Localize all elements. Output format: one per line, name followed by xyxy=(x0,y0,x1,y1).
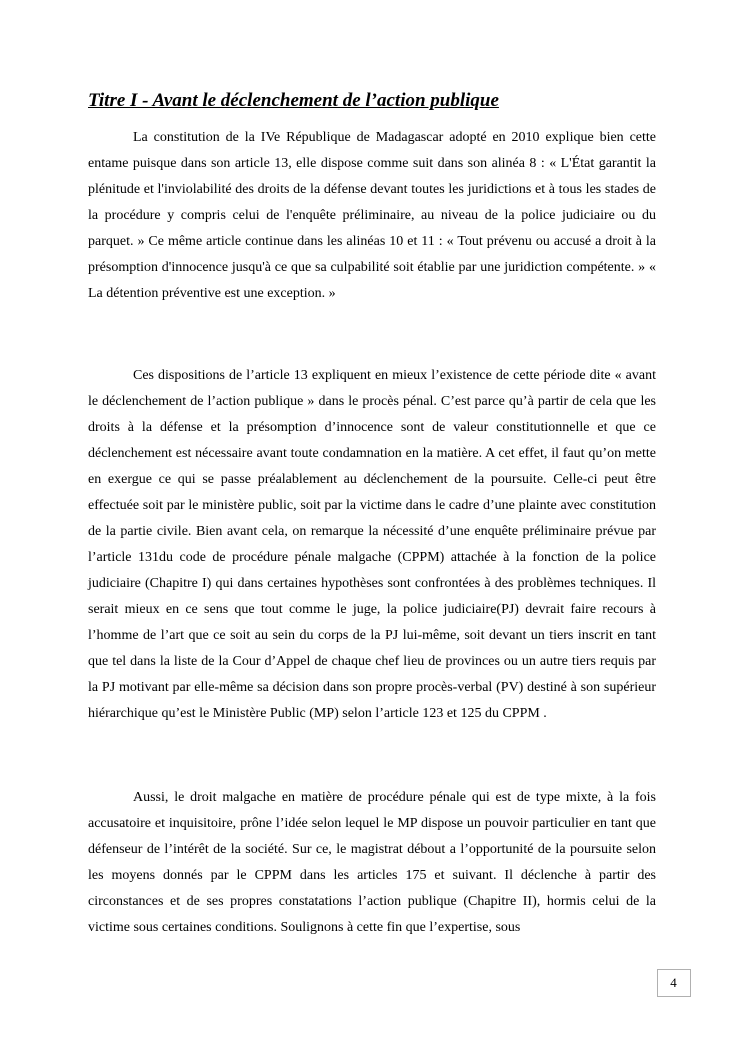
paragraph-procedure-penale: Aussi, le droit malgache en matière de procédure pénale qui est de type mixte, à la fois accusatoire et inquisitoire, prône l’idée selon lequel le MP dispose un pouvoir particulier en tant que défenseur de l’intérêt de la société. Sur ce, le magistrat débout a l’opportunité de la poursuite selon les moyens donnés par le CPPM dans les articles 175 et suivant. Il déclenche à partir des circonstances et de ses propres constatations l’action publique (Chapitre II), hormis celui de la victime sous certaines conditions. Soulignons à cette fin que l’expertise, sous xyxy=(88,790,656,935)
section-title: Titre I - Avant le déclenchement de l’action publique xyxy=(88,90,499,111)
paragraph-article-13: Ces dispositions de l’article 13 expliquent en mieux l’existence de cette période dite « avant le déclenchement de l’action publique » dans le procès pénal. C’est parce qu’à partir de cela que les droits à la défense et la présomption d’innocence sont de valeur constitutionnelle et que ce déclenchement est nécessaire avant toute condamnation en la matière. A cet effet, il faut qu’on mette en exergue ce qui se passe préalablement au déclenchement de la poursuite. Celle-ci peut être effectuée soit par le ministère public, soit par la victime dans le cadre d’une plainte avec constitution de la partie civile. Bien avant cela, on remarque la nécessité d’une enquête préliminaire prévue par l’article 131du code de procédure pénale malgache (CPPM) attachée à la fonction de la police judiciaire (Chapitre I) qui dans certaines hypothèses sont confrontées à des problèmes techniques. Il serait mieux en ce sens que tout comme le juge, la police judiciaire(PJ) devrait faire recours à l’homme de l’art que ce soit au sein du corps de la PJ lui-même, soit devant un tiers inscrit en tant que tel dans la liste de la Cour d’Appel de chaque chef lieu de provinces ou un autre tiers requis par la PJ motivant par elle-même sa décision dans son propre procès-verbal (PV) destiné à son supérieur hiérarchique qu’est le Ministère Public (MP) selon l’article 123 et 125 du CPPM . xyxy=(88,368,656,721)
page-number: 4 xyxy=(657,969,691,997)
paragraph-constitution: La constitution de la IVe République de Madagascar adopté en 2010 explique bien cette entame puisque dans son article 13, elle dispose comme suit dans son alinéa 8 : « L'État garantit la plénitude et l'inviolabilité des droits de la défense devant toutes les juridictions et à tous les stades de la procédure y compris celui de l'enquête préliminaire, au niveau de la police judiciaire ou du parquet. » Ce même article continue dans les alinéas 10 et 11 : « Tout prévenu ou accusé a droit à la présomption d'innocence jusqu'à ce que sa culpabilité soit établie par une juridiction compétente. » « La détention préventive est une exception. » xyxy=(88,130,656,301)
